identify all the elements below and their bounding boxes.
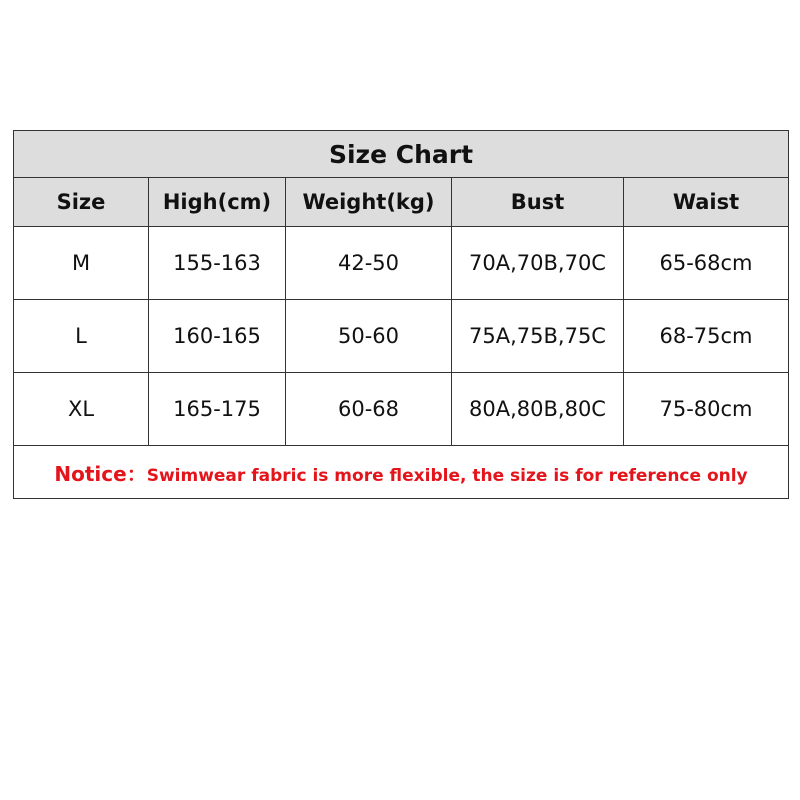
- size-chart-table: [13, 130, 789, 499]
- notice-label: Notice：: [54, 461, 147, 486]
- title-row: [14, 131, 789, 178]
- header-waist: Waist: [624, 178, 789, 227]
- table-row: [14, 373, 789, 446]
- cell-waist: 75-80cm: [624, 373, 789, 446]
- cell-bust: 70A,70B,70C: [452, 227, 624, 300]
- notice-text: Swimwear fabric is more flexible, the size is for reference only: [146, 465, 748, 486]
- cell-weight: 60-68: [286, 373, 452, 446]
- table-row: [14, 227, 789, 300]
- cell-size: M: [14, 227, 149, 300]
- table-row: [14, 300, 789, 373]
- size-chart-title: Size Chart: [14, 131, 789, 178]
- header-bust: Bust: [452, 178, 624, 227]
- cell-bust: 75A,75B,75C: [452, 300, 624, 373]
- header-size: Size: [14, 178, 149, 227]
- cell-weight: 50-60: [286, 300, 452, 373]
- header-weight: Weight(kg): [286, 178, 452, 227]
- cell-waist: 68-75cm: [624, 300, 789, 373]
- cell-bust: 80A,80B,80C: [452, 373, 624, 446]
- header-row: [14, 178, 789, 227]
- notice-row: [14, 446, 789, 499]
- cell-weight: 42-50: [286, 227, 452, 300]
- cell-height: 165-175: [149, 373, 286, 446]
- cell-size: XL: [14, 373, 149, 446]
- cell-height: 160-165: [149, 300, 286, 373]
- cell-size: L: [14, 300, 149, 373]
- cell-waist: 65-68cm: [624, 227, 789, 300]
- cell-height: 155-163: [149, 227, 286, 300]
- notice-cell: [14, 446, 789, 499]
- header-height: High(cm): [149, 178, 286, 227]
